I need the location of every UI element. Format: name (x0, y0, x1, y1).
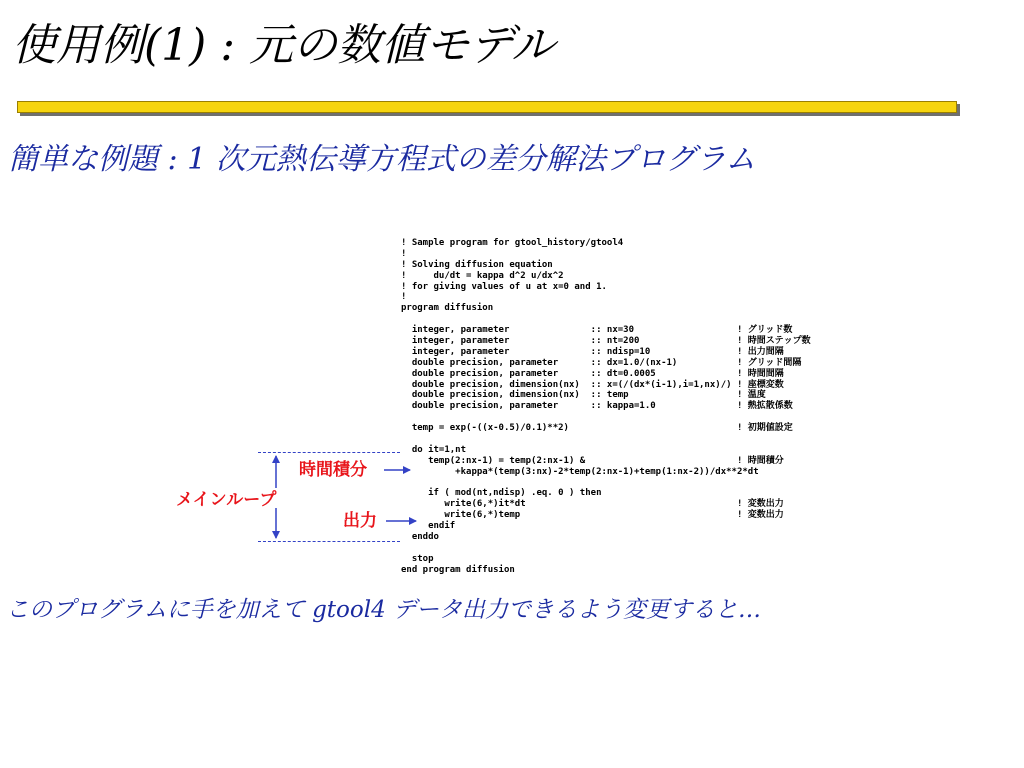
code-line: double precision, parameter :: dx=1.0/(nx-1) ! グリッド間隔 (401, 357, 802, 368)
slide-subtitle: 簡単な例題 : 1 次元熱伝導方程式の差分解法プログラム (8, 142, 756, 177)
code-line: ! Solving diffusion equation (401, 259, 553, 270)
main-loop-bottom-dashed-line (258, 541, 400, 542)
code-line: integer, parameter :: nt=200 ! 時間ステップ数 (401, 336, 811, 347)
code-line: enddo (401, 532, 439, 543)
title-underline-bar (17, 101, 957, 113)
code-line: ! for giving values of u at x=0 and 1. (401, 281, 607, 292)
output-label: 出力 (343, 511, 377, 531)
code-line: if ( mod(nt,ndisp) .eq. 0 ) then (401, 488, 602, 499)
code-line: ! (401, 292, 407, 303)
code-line: write(6,*)it*dt ! 変数出力 (401, 499, 784, 510)
code-line: ! (401, 248, 407, 259)
code-line: double precision, parameter :: kappa=1.0 ! 熱拡散係数 (401, 401, 793, 412)
code-line: temp(2:nx-1) = temp(2:nx-1) & ! 時間積分 (401, 455, 784, 466)
main-loop-label: メインループ (176, 490, 277, 510)
code-line: stop (401, 553, 434, 564)
code-line: integer, parameter :: nx=30 ! グリッド数 (401, 325, 793, 336)
code-line: endif (401, 521, 456, 532)
code-line: write(6,*)temp ! 変数出力 (401, 510, 784, 521)
slide-title: 使用例(1) : 元の数値モデル (12, 20, 555, 71)
code-line: end program diffusion (401, 564, 515, 575)
code-line: program diffusion (401, 303, 494, 314)
main-loop-top-dashed-line (258, 452, 400, 453)
code-line: +kappa*(temp(3:nx)-2*temp(2:nx-1)+temp(1:nx-2))/dx**2*dt (401, 466, 759, 477)
code-line: ! Sample program for gtool_history/gtool4 (401, 238, 624, 248)
code-line: integer, parameter :: ndisp=10 ! 出力間隔 (401, 346, 784, 357)
footer-note: このプログラムに手を加えて gtool4 データ出力できるよう変更すると… (6, 597, 762, 623)
code-line: temp = exp(-((x-0.5)/0.1)**2) ! 初期値設定 (401, 423, 793, 434)
time-integration-label: 時間積分 (299, 460, 367, 480)
fortran-code-listing (401, 238, 811, 576)
code-line: double precision, dimension(nx) :: x=(/(dx*(i-1),i=1,nx)/) ! 座標変数 (401, 379, 784, 390)
code-line (401, 543, 811, 554)
code-line (401, 478, 811, 489)
code-line: ! du/dt = kappa d^2 u/dx^2 (401, 270, 564, 281)
code-line: double precision, dimension(nx) :: temp ! 温度 (401, 390, 766, 401)
code-line: double precision, parameter :: dt=0.0005 ! 時間間隔 (401, 368, 784, 379)
code-line (401, 412, 811, 423)
code-line (401, 314, 811, 325)
code-line: do it=1,nt (401, 444, 467, 455)
code-line (401, 434, 811, 445)
